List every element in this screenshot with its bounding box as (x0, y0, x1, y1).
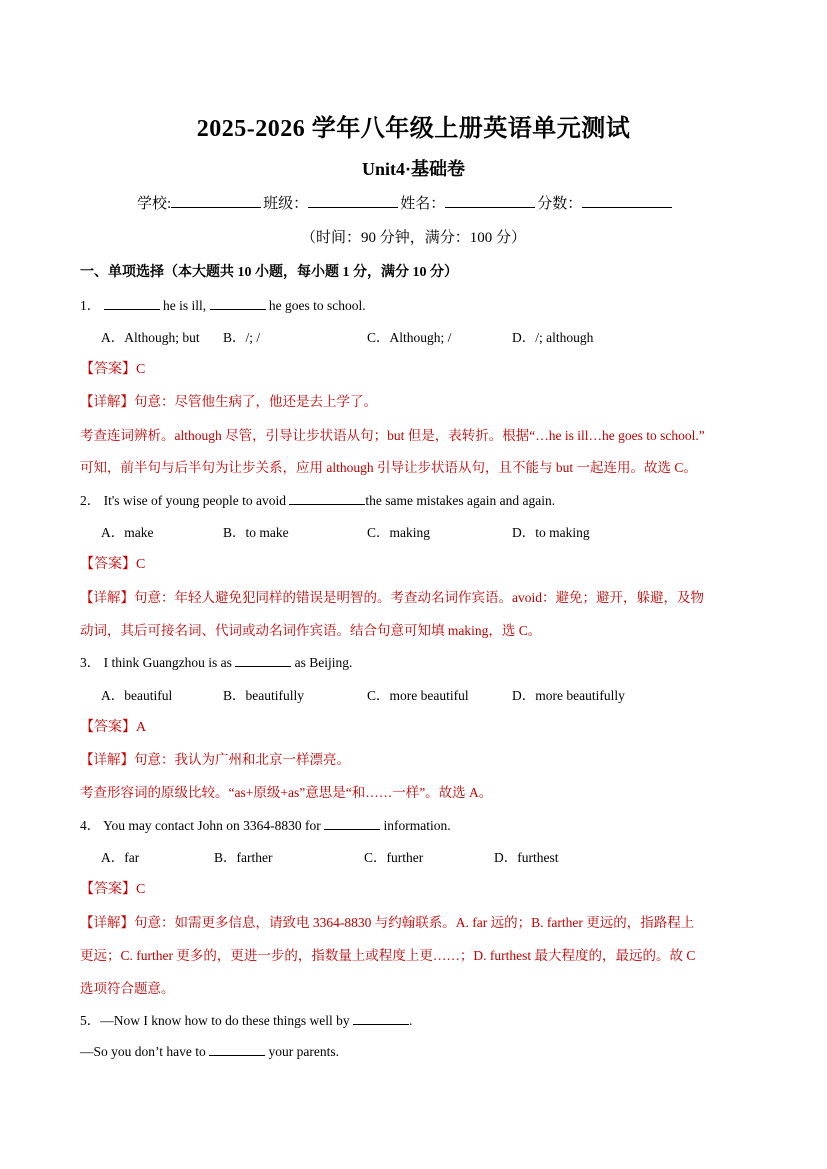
question-number: 5． (80, 1013, 101, 1028)
option-b: B．/; / (223, 330, 261, 345)
stem-part: I think Guangzhou is as (103, 655, 232, 670)
school-blank[interactable] (171, 193, 261, 208)
explanation-line (80, 748, 350, 768)
explanation-label: 【详解】 (80, 752, 134, 767)
stem-part: the same mistakes again and again. (365, 493, 556, 508)
explanation-text: 句意：我认为广州和北京一样漂亮。 (134, 752, 350, 767)
explanation-label: 【详解】 (80, 590, 134, 605)
answer-blank (235, 653, 291, 667)
stem-part: as Beijing. (294, 655, 353, 670)
option-b: B．beautifully (223, 688, 304, 703)
explanation-text: 句意：如需更多信息，请致电 3364-8830 与约翰联系。A. far 远的；B. farther 更远的，指路程上 (134, 915, 695, 930)
option-a: A．beautiful (101, 688, 173, 703)
option-d: D．furthest (494, 850, 559, 865)
stem-part: . (408, 1013, 413, 1028)
name-blank[interactable] (445, 193, 535, 208)
stem-part: —Now I know how to do these things well by (100, 1013, 350, 1028)
answer-blank (210, 296, 266, 310)
explanation-line (80, 390, 377, 410)
answer-blank (353, 1011, 409, 1025)
answer-blank (289, 491, 365, 505)
question-number: 3． (80, 655, 101, 670)
explanation-text: 句意：年轻人避免犯同样的错误是明智的。考查动名词作宾语。avoid：避免；避开，躲避，及物 (134, 590, 704, 605)
explanation-line: 更远；C. further 更多的，更进一步的，指数量上或程度上更……；D. furthest 最大程度的，最远的。故 C (80, 948, 696, 963)
answer-blank (209, 1042, 265, 1056)
explanation-label: 【详解】 (80, 915, 134, 930)
stem-part: You may contact John on 3364-8830 for (103, 818, 321, 833)
question-number: 4． (80, 818, 101, 833)
time-info: （时间：90 分钟，满分：100 分） (300, 230, 526, 246)
stem-part: —So you don’t have to (80, 1044, 206, 1059)
answer-blank (324, 816, 380, 830)
question-stem-line2 (80, 1042, 339, 1060)
answer-label: 【答案】C (80, 882, 146, 897)
stem-part: he is ill, (163, 298, 207, 313)
answer-label: 【答案】C (80, 557, 146, 572)
explanation-text: 句意：尽管他生病了，他还是去上学了。 (134, 394, 377, 409)
option-b: B．to make (223, 525, 289, 540)
explanation-line: 动词，其后可接名词、代词或动名词作宾语。结合句意可知填 making，选 C。 (80, 623, 542, 638)
explanation-line: 考查形容词的原级比较。“as+原级+as”意思是“和……一样”。故选 A。 (80, 785, 493, 800)
stem-part: It's wise of young people to avoid (103, 493, 287, 508)
answer-label: 【答案】C (80, 362, 146, 377)
answer-blank (104, 296, 160, 310)
explanation-line (80, 911, 694, 931)
explanation-line (80, 586, 704, 606)
explanation-line: 可知，前半句与后半句为让步关系，应用 although 引导让步状语从句，且不能与 but 一起连用。故选 C。 (80, 460, 697, 475)
option-a: A．far (101, 850, 140, 865)
explanation-line: 考查连词辨析。although 尽管，引导让步状语从句；but 但是，表转折。根据“…he is ill…he goes to school.” (80, 428, 705, 443)
question-stem (80, 1009, 412, 1029)
option-c: C．further (364, 850, 424, 865)
question-stem (80, 489, 555, 509)
question-stem (80, 651, 352, 671)
explanation-line: 选项符合题意。 (80, 981, 175, 996)
page-subtitle: Unit4·基础卷 (361, 159, 465, 179)
option-b: B．farther (214, 850, 273, 865)
stem-part: information. (383, 818, 451, 833)
option-c: C．Although; / (367, 330, 452, 345)
option-d: D．more beautifully (512, 688, 625, 703)
answer-label: 【答案】A (80, 720, 147, 735)
student-info-line (137, 192, 674, 213)
score-blank[interactable] (582, 193, 672, 208)
option-c: C．more beautiful (367, 688, 469, 703)
explanation-label: 【详解】 (80, 394, 134, 409)
section-title: 一、单项选择（本大题共 10 小题，每小题 1 分，满分 10 分） (80, 265, 458, 280)
question-stem (80, 814, 451, 834)
question-number: 1． (80, 298, 101, 313)
class-blank[interactable] (308, 193, 398, 208)
score-label: 分数： (537, 196, 583, 212)
option-d: D．/; although (512, 330, 594, 345)
question-number: 2． (80, 493, 101, 508)
class-label: 班级： (263, 196, 309, 212)
question-stem (80, 294, 366, 314)
option-d: D．to making (512, 525, 590, 540)
page-title: 2025-2026 学年八年级上册英语单元测试 (196, 116, 631, 142)
stem-part: he goes to school. (268, 298, 366, 313)
option-a: A．Although; but (101, 330, 200, 345)
option-a: A．make (101, 525, 154, 540)
school-label: 学校: (137, 196, 172, 212)
option-c: C．making (367, 525, 430, 540)
stem-part: your parents. (268, 1044, 339, 1059)
name-label: 姓名： (400, 196, 446, 212)
